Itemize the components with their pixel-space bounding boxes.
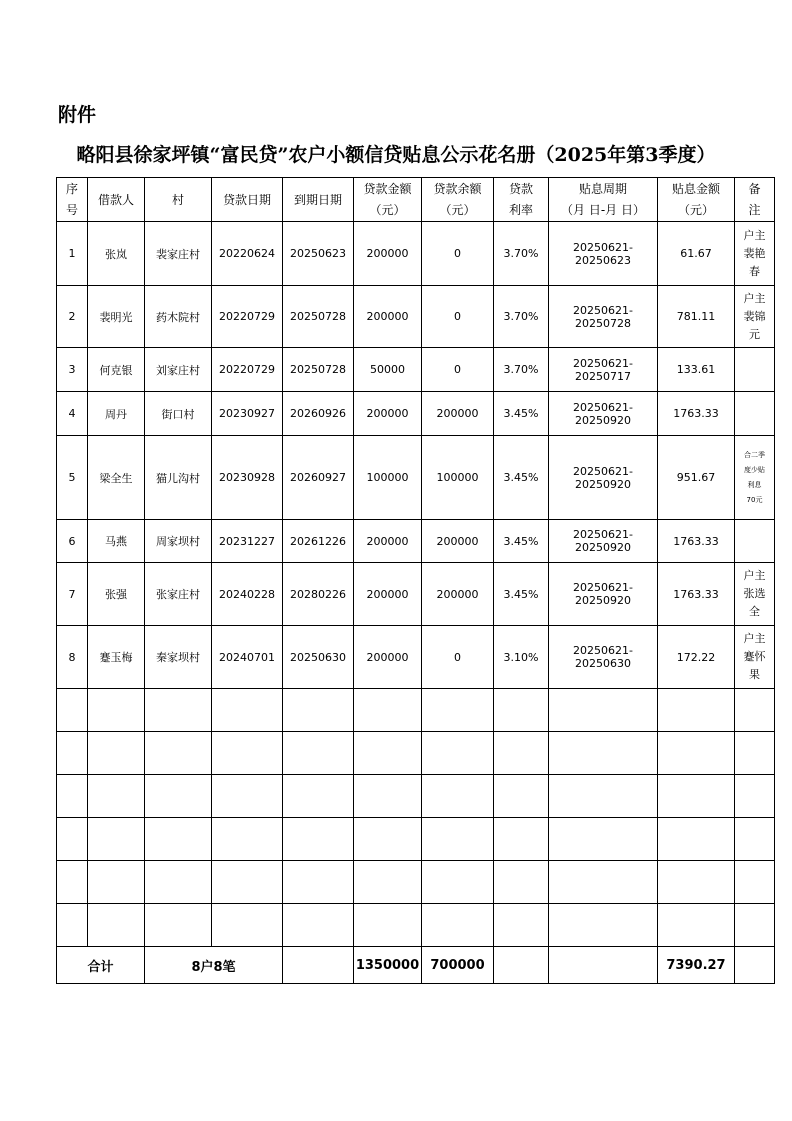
loan-amount-cell: 100000 [354, 436, 422, 520]
note-line: 度少贴 [744, 465, 765, 474]
borrower-cell: 张强 [88, 563, 145, 626]
header-village: 村 [145, 178, 212, 222]
attachment-label: 附件 [58, 104, 97, 126]
table-row [57, 520, 775, 563]
due-date-cell: 20250728 [283, 348, 354, 392]
rate-cell: 3.70% [494, 348, 549, 392]
loan-amount-cell: 200000 [354, 392, 422, 436]
village-cell: 刘家庄村 [145, 348, 212, 392]
loan-balance-cell: 0 [422, 286, 494, 348]
header-loan-balance: 贷款余额 （元） [422, 178, 494, 222]
table-row [57, 348, 775, 392]
note-line: 裴锦 [743, 309, 766, 323]
header-loan-date: 贷款日期 [212, 178, 283, 222]
loan-amount-cell: 200000 [354, 520, 422, 563]
period-cell: 20250621-20250630 [549, 626, 658, 689]
note-cell [735, 563, 775, 626]
village-cell: 药木院村 [145, 286, 212, 348]
subsidy-cell: 1763.33 [658, 520, 735, 563]
loan-balance-cell: 200000 [422, 392, 494, 436]
period-cell: 20250621-20250717 [549, 348, 658, 392]
due-date-cell: 20260927 [283, 436, 354, 520]
loan-balance-cell: 200000 [422, 563, 494, 626]
total-subsidy: 7390.27 [658, 947, 735, 984]
header-note: 备 注 [735, 178, 775, 222]
village-cell: 裴家庄村 [145, 222, 212, 286]
period-cell: 20250621-20250623 [549, 222, 658, 286]
empty-row [57, 775, 775, 818]
table-row [57, 626, 775, 689]
borrower-cell: 梁全生 [88, 436, 145, 520]
note-cell [735, 520, 775, 563]
header-seq: 序 号 [57, 178, 88, 222]
header-subsidy: 贴息金额 （元） [658, 178, 735, 222]
header-rate: 贷款 利率 [494, 178, 549, 222]
note-line: 果 [749, 668, 760, 681]
rate-cell: 3.45% [494, 436, 549, 520]
period-cell: 20250621-20250920 [549, 392, 658, 436]
due-date-cell: 20250630 [283, 626, 354, 689]
note-line: 裴艳 [743, 246, 766, 260]
table-row [57, 436, 775, 520]
note-line: 蹇怀 [743, 650, 766, 663]
empty-row [57, 689, 775, 732]
loan-balance-cell: 0 [422, 348, 494, 392]
village-cell: 街口村 [145, 392, 212, 436]
note-line: 户主 [743, 228, 766, 242]
total-loan-balance: 700000 [422, 947, 494, 984]
rate-cell: 3.45% [494, 520, 549, 563]
note-line: 元 [749, 327, 760, 341]
total-households: 8户8笔 [145, 947, 283, 984]
loan-date-cell: 20220729 [212, 286, 283, 348]
total-row [57, 947, 775, 984]
subsidy-cell: 1763.33 [658, 563, 735, 626]
subsidy-cell: 61.67 [658, 222, 735, 286]
village-cell: 张家庄村 [145, 563, 212, 626]
seq-cell: 8 [57, 626, 88, 689]
subsidy-cell: 133.61 [658, 348, 735, 392]
seq-cell: 3 [57, 348, 88, 392]
loan-balance-cell: 0 [422, 222, 494, 286]
page-title: 略阳县徐家坪镇“富民贷”农户小额信贷贴息公示花名册（2025年第3季度） [76, 144, 716, 166]
seq-cell: 6 [57, 520, 88, 563]
table-row [57, 563, 775, 626]
due-date-cell: 20261226 [283, 520, 354, 563]
seq-cell: 5 [57, 436, 88, 520]
village-cell: 猫儿沟村 [145, 436, 212, 520]
note-line: 户主 [743, 569, 766, 582]
loan-date-cell: 20240701 [212, 626, 283, 689]
loan-date-cell: 20220624 [212, 222, 283, 286]
header-row [57, 178, 775, 222]
seq-cell: 7 [57, 563, 88, 626]
period-cell: 20250621-20250920 [549, 520, 658, 563]
note-cell [735, 392, 775, 436]
note-cell [735, 286, 775, 348]
loan-date-cell: 20220729 [212, 348, 283, 392]
rate-cell: 3.10% [494, 626, 549, 689]
loan-date-cell: 20230928 [212, 436, 283, 520]
note-line: 合二季 [744, 450, 765, 459]
due-date-cell: 20260926 [283, 392, 354, 436]
seq-cell: 4 [57, 392, 88, 436]
seq-cell: 1 [57, 222, 88, 286]
rate-cell: 3.70% [494, 286, 549, 348]
subsidy-cell: 781.11 [658, 286, 735, 348]
borrower-cell: 张岚 [88, 222, 145, 286]
loan-balance-cell: 200000 [422, 520, 494, 563]
empty-row [57, 904, 775, 947]
loan-amount-cell: 200000 [354, 626, 422, 689]
rate-cell: 3.45% [494, 392, 549, 436]
loan-amount-cell: 200000 [354, 563, 422, 626]
loan-balance-cell: 100000 [422, 436, 494, 520]
header-period: 贴息周期 （月 日-月 日） [549, 178, 658, 222]
loan-amount-cell: 200000 [354, 222, 422, 286]
due-date-cell: 20280226 [283, 563, 354, 626]
borrower-cell: 蹇玉梅 [88, 626, 145, 689]
rate-cell: 3.70% [494, 222, 549, 286]
loan-amount-cell: 200000 [354, 286, 422, 348]
note-line: 户主 [743, 291, 766, 305]
loan-date-cell: 20231227 [212, 520, 283, 563]
loan-balance-cell: 0 [422, 626, 494, 689]
due-date-cell: 20250623 [283, 222, 354, 286]
table-row [57, 392, 775, 436]
subsidy-cell: 172.22 [658, 626, 735, 689]
borrower-cell: 周丹 [88, 392, 145, 436]
borrower-cell: 裴明光 [88, 286, 145, 348]
note-line: 70元 [746, 495, 763, 504]
rate-cell: 3.45% [494, 563, 549, 626]
empty-row [57, 861, 775, 904]
note-line: 春 [749, 264, 760, 278]
loan-date-cell: 20230927 [212, 392, 283, 436]
note-cell [735, 436, 775, 520]
seq-cell: 2 [57, 286, 88, 348]
loan-date-cell: 20240228 [212, 563, 283, 626]
due-date-cell: 20250728 [283, 286, 354, 348]
note-cell [735, 626, 775, 689]
period-cell: 20250621-20250920 [549, 436, 658, 520]
header-loan-amount: 贷款金额 （元） [354, 178, 422, 222]
note-line: 张选 [743, 587, 766, 600]
note-line: 全 [749, 605, 760, 618]
header-due-date: 到期日期 [283, 178, 354, 222]
village-cell: 秦家坝村 [145, 626, 212, 689]
subsidy-cell: 951.67 [658, 436, 735, 520]
empty-row [57, 818, 775, 861]
subsidy-cell: 1763.33 [658, 392, 735, 436]
table-row [57, 222, 775, 286]
borrower-cell: 何克银 [88, 348, 145, 392]
empty-row [57, 732, 775, 775]
note-cell [735, 222, 775, 286]
table-row [57, 286, 775, 348]
total-label: 合计 [57, 947, 145, 984]
header-borrower: 借款人 [88, 178, 145, 222]
note-line: 户主 [743, 632, 766, 645]
period-cell: 20250621-20250728 [549, 286, 658, 348]
borrower-cell: 马燕 [88, 520, 145, 563]
note-line: 利息 [747, 480, 762, 489]
total-loan-amount: 1350000 [354, 947, 422, 984]
village-cell: 周家坝村 [145, 520, 212, 563]
loan-amount-cell: 50000 [354, 348, 422, 392]
note-cell [735, 348, 775, 392]
period-cell: 20250621-20250920 [549, 563, 658, 626]
subsidy-table [56, 177, 775, 984]
